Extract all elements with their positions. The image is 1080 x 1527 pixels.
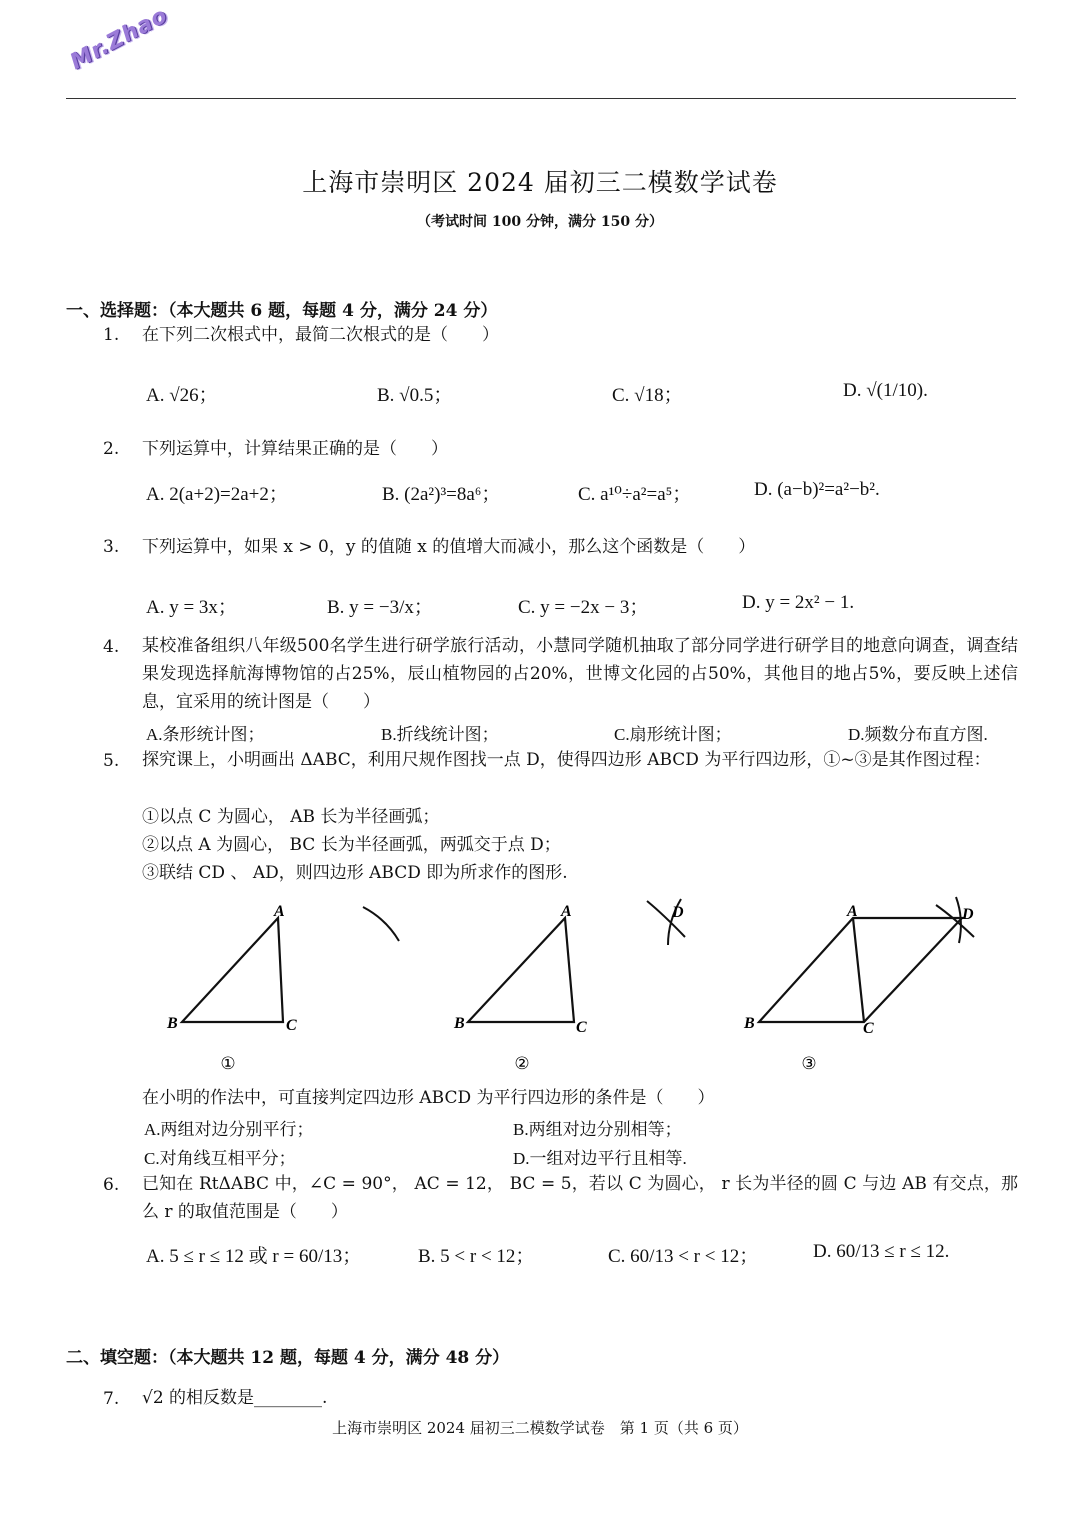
figure-2 <box>453 899 685 1074</box>
question-text: 在下列二次根式中，最简二次根式的是（ ） <box>142 325 499 345</box>
label-a: A <box>847 903 858 920</box>
option-c: C. a¹⁰÷a²=a⁵； <box>578 484 692 505</box>
construction-figures <box>150 895 1010 1085</box>
label-d: D <box>672 904 684 921</box>
section-heading-fill: 二、填空题：（本大题共 12 题，每题 4 分，满分 48 分） <box>66 1348 510 1368</box>
option-d: D. √(1/10). <box>843 380 928 401</box>
label-b: B <box>744 1015 755 1032</box>
figure-caption-1: ① <box>220 1054 236 1074</box>
question-text: √2 的相反数是________. <box>142 1388 328 1408</box>
question-text: 某校准备组织八年级500名学生进行研学旅行活动，小慧同学随机抽取了部分同学进行研学目的地意向调查，调查结果发现选择航海博物馆的占25%，辰山植物园的占20%，世博文化园的占50%，其他目的地占5%，要反映上述信息，宜采用的统计图是（ ） <box>142 636 1018 712</box>
parallelogram-abcd <box>759 918 962 1022</box>
option-a: A.条形统计图； <box>146 725 265 744</box>
question-number: 4. <box>103 637 120 657</box>
option-b: B. √0.5； <box>377 385 453 406</box>
arc-2 <box>956 897 961 943</box>
construction-step-3: ③联结 CD 、 AD，则四边形 ABCD 即为所求作的图形. <box>142 863 568 883</box>
option-c: C. 60/13 < r < 12； <box>608 1246 759 1267</box>
option-b: B. y = −3/x； <box>327 597 433 618</box>
label-a: A <box>274 903 285 920</box>
figure-3 <box>743 897 974 1074</box>
question-text: 在小明的作法中，可直接判定四边形 ABCD 为平行四边形的条件是（ ） <box>142 1088 715 1108</box>
option-a: A. √26； <box>146 385 218 406</box>
figure-1 <box>166 903 399 1074</box>
page-footer: 上海市崇明区 2024 届初三二模数学试卷 第 1 页（共 6 页） <box>332 1419 748 1437</box>
option-a: A. 5 ≤ r ≤ 12 或 r = 60/13； <box>146 1246 362 1267</box>
label-b: B <box>167 1015 178 1032</box>
option-b: B. 5 < r < 12； <box>418 1246 535 1267</box>
option-b: B. (2a²)³=8a⁶； <box>382 484 501 505</box>
question-number: 7. <box>103 1389 120 1409</box>
question-text: 已知在 RtΔABC 中，∠C = 90°， AC = 12， BC = 5，若以 C 为圆心， r 长为半径的圆 C 与边 AB 有交点，那么 r 的取值范围是（ ） <box>142 1174 1018 1222</box>
triangle-abc <box>468 918 574 1022</box>
question-number: 5. <box>103 751 120 771</box>
option-b: B.折线统计图； <box>381 725 499 744</box>
figure-caption-3: ③ <box>801 1054 817 1074</box>
question-text: 下列运算中，计算结果正确的是（ ） <box>142 439 448 459</box>
option-c: C. y = −2x − 3； <box>518 597 649 618</box>
question-number: 1. <box>103 325 120 345</box>
page-title: 上海市崇明区 2024 届初三二模数学试卷 <box>302 168 778 197</box>
question-text: 下列运算中，如果 x > 0，y 的值随 x 的值增大而减小，那么这个函数是（ ） <box>142 537 756 557</box>
exam-subtitle: （考试时间 100 分钟，满分 150 分） <box>417 214 663 230</box>
option-a: A.两组对边分别平行； <box>144 1120 314 1139</box>
triangle-abc <box>182 918 283 1022</box>
option-b: B.两组对边分别相等； <box>513 1120 682 1139</box>
label-a: A <box>561 903 572 920</box>
construction-step-1: ①以点 C 为圆心， AB 长为半径画弧； <box>142 807 440 827</box>
label-c: C <box>286 1017 297 1034</box>
option-d: D. y = 2x² − 1. <box>742 592 855 613</box>
label-c: C <box>576 1019 587 1036</box>
question-text: 探究课上，小明画出 ΔABC，利用尺规作图找一点 D，使得四边形 ABCD 为平行四边形，①~③是其作图过程： <box>142 750 991 770</box>
option-d: D. (a−b)²=a²−b². <box>754 479 880 500</box>
logo-watermark: Mr.Zhao <box>66 2 173 76</box>
arc-1 <box>363 907 399 941</box>
option-a: A. 2(a+2)=2a+2； <box>146 484 288 505</box>
question-number: 6. <box>103 1175 120 1195</box>
section-heading-choice: 一、选择题：（本大题共 6 题，每题 4 分，满分 24 分） <box>66 301 498 321</box>
option-d: D. 60/13 ≤ r ≤ 12. <box>813 1241 950 1262</box>
option-d: D.频数分布直方图. <box>848 725 988 744</box>
option-a: A. y = 3x； <box>146 597 237 618</box>
side-ac <box>853 918 864 1022</box>
option-c: C.扇形统计图； <box>614 725 732 744</box>
option-d: D.一组对边平行且相等. <box>513 1149 687 1168</box>
question-number: 2. <box>103 439 120 459</box>
label-b: B <box>454 1015 465 1032</box>
label-c: C <box>863 1020 874 1037</box>
option-c: C. √18； <box>612 385 683 406</box>
header-rule <box>66 98 1016 99</box>
label-d: D <box>962 906 974 923</box>
question-number: 3. <box>103 537 120 557</box>
figure-caption-2: ② <box>514 1054 530 1074</box>
option-c: C.对角线互相平分； <box>144 1149 296 1168</box>
construction-step-2: ②以点 A 为圆心， BC 长为半径画弧，两弧交于点 D； <box>142 835 561 855</box>
